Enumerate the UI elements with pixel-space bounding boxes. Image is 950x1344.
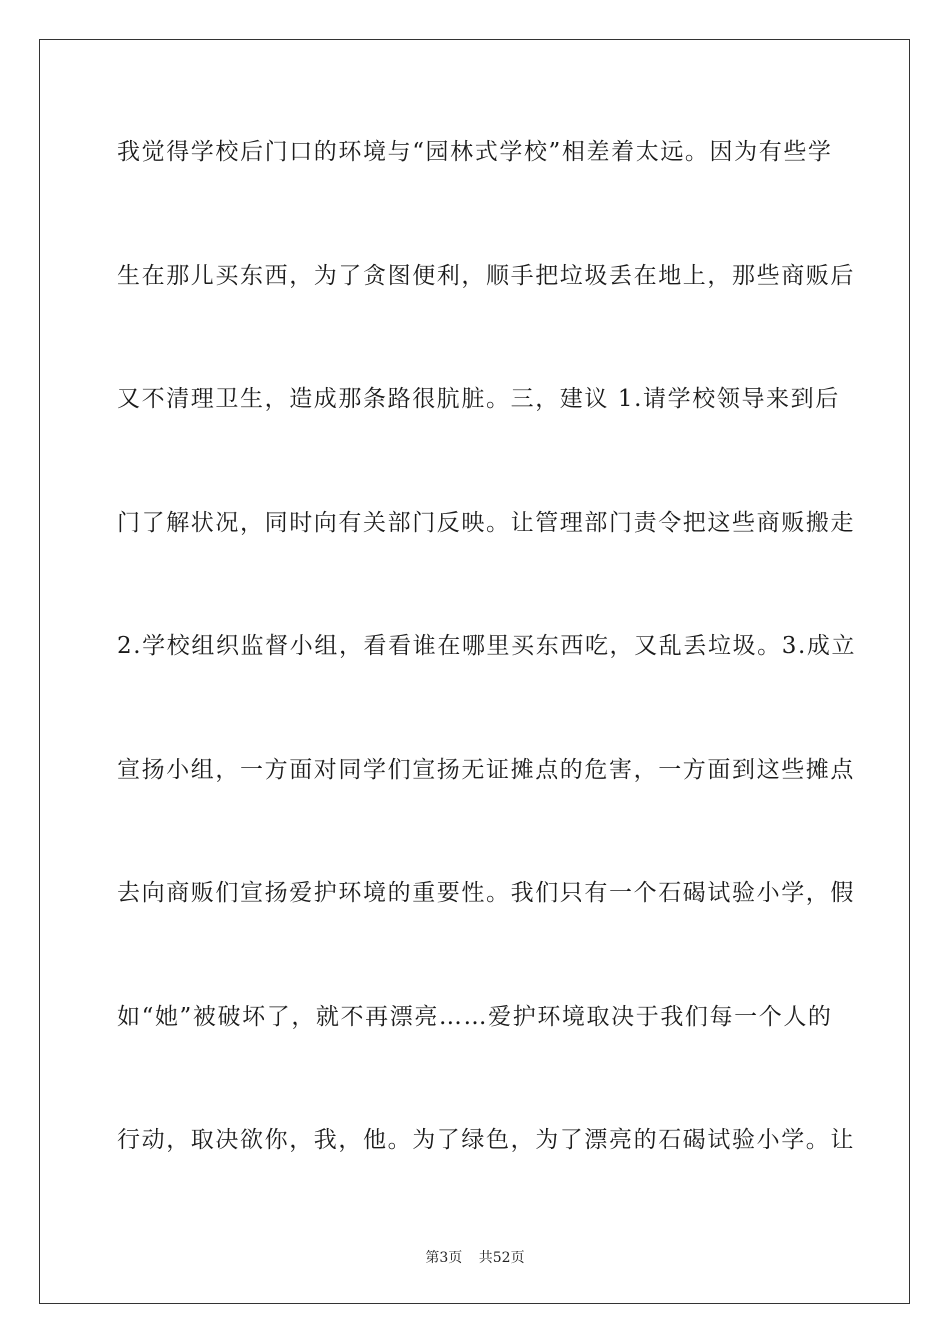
text-line: 又不清理卫生，造成那条路很肮脏。三，建议 1.请学校领导来到后 [117,386,840,412]
text-line: 生在那儿买东西，为了贪图便利，顺手把垃圾丢在地上，那些商贩后 [117,262,855,289]
page-number-total: 共52页 [478,1250,525,1266]
text-line: 门了解状况，同时向有关部门反映。让管理部门责令把这些商贩搬走 [117,509,855,536]
text-line: 去向商贩们宣扬爱护环境的重要性。我们只有一个石碣试验小学，假 [117,880,855,906]
text-line: 我觉得学校后门口的环境与“园林式学校”相差着太远。因为有些学 [117,139,833,165]
text-line: 2.学校组织监督小组，看看谁在哪里买东西吃，又乱丢垃圾。3.成立 [117,633,857,659]
page-footer [0,1247,950,1267]
page-number-current: 第3页 [425,1250,463,1266]
text-line: 宣扬小组，一方面对同学们宣扬无证摊点的危害，一方面到这些摊点 [117,756,855,783]
text-line: 行动，取决欲你，我，他。为了绿色，为了漂亮的石碣试验小学。让 [117,1127,855,1153]
text-line: 如“她”被破坏了，就不再漂亮……爱护环境取决于我们每一个人的 [117,1003,833,1030]
document-body [117,130,857,1242]
